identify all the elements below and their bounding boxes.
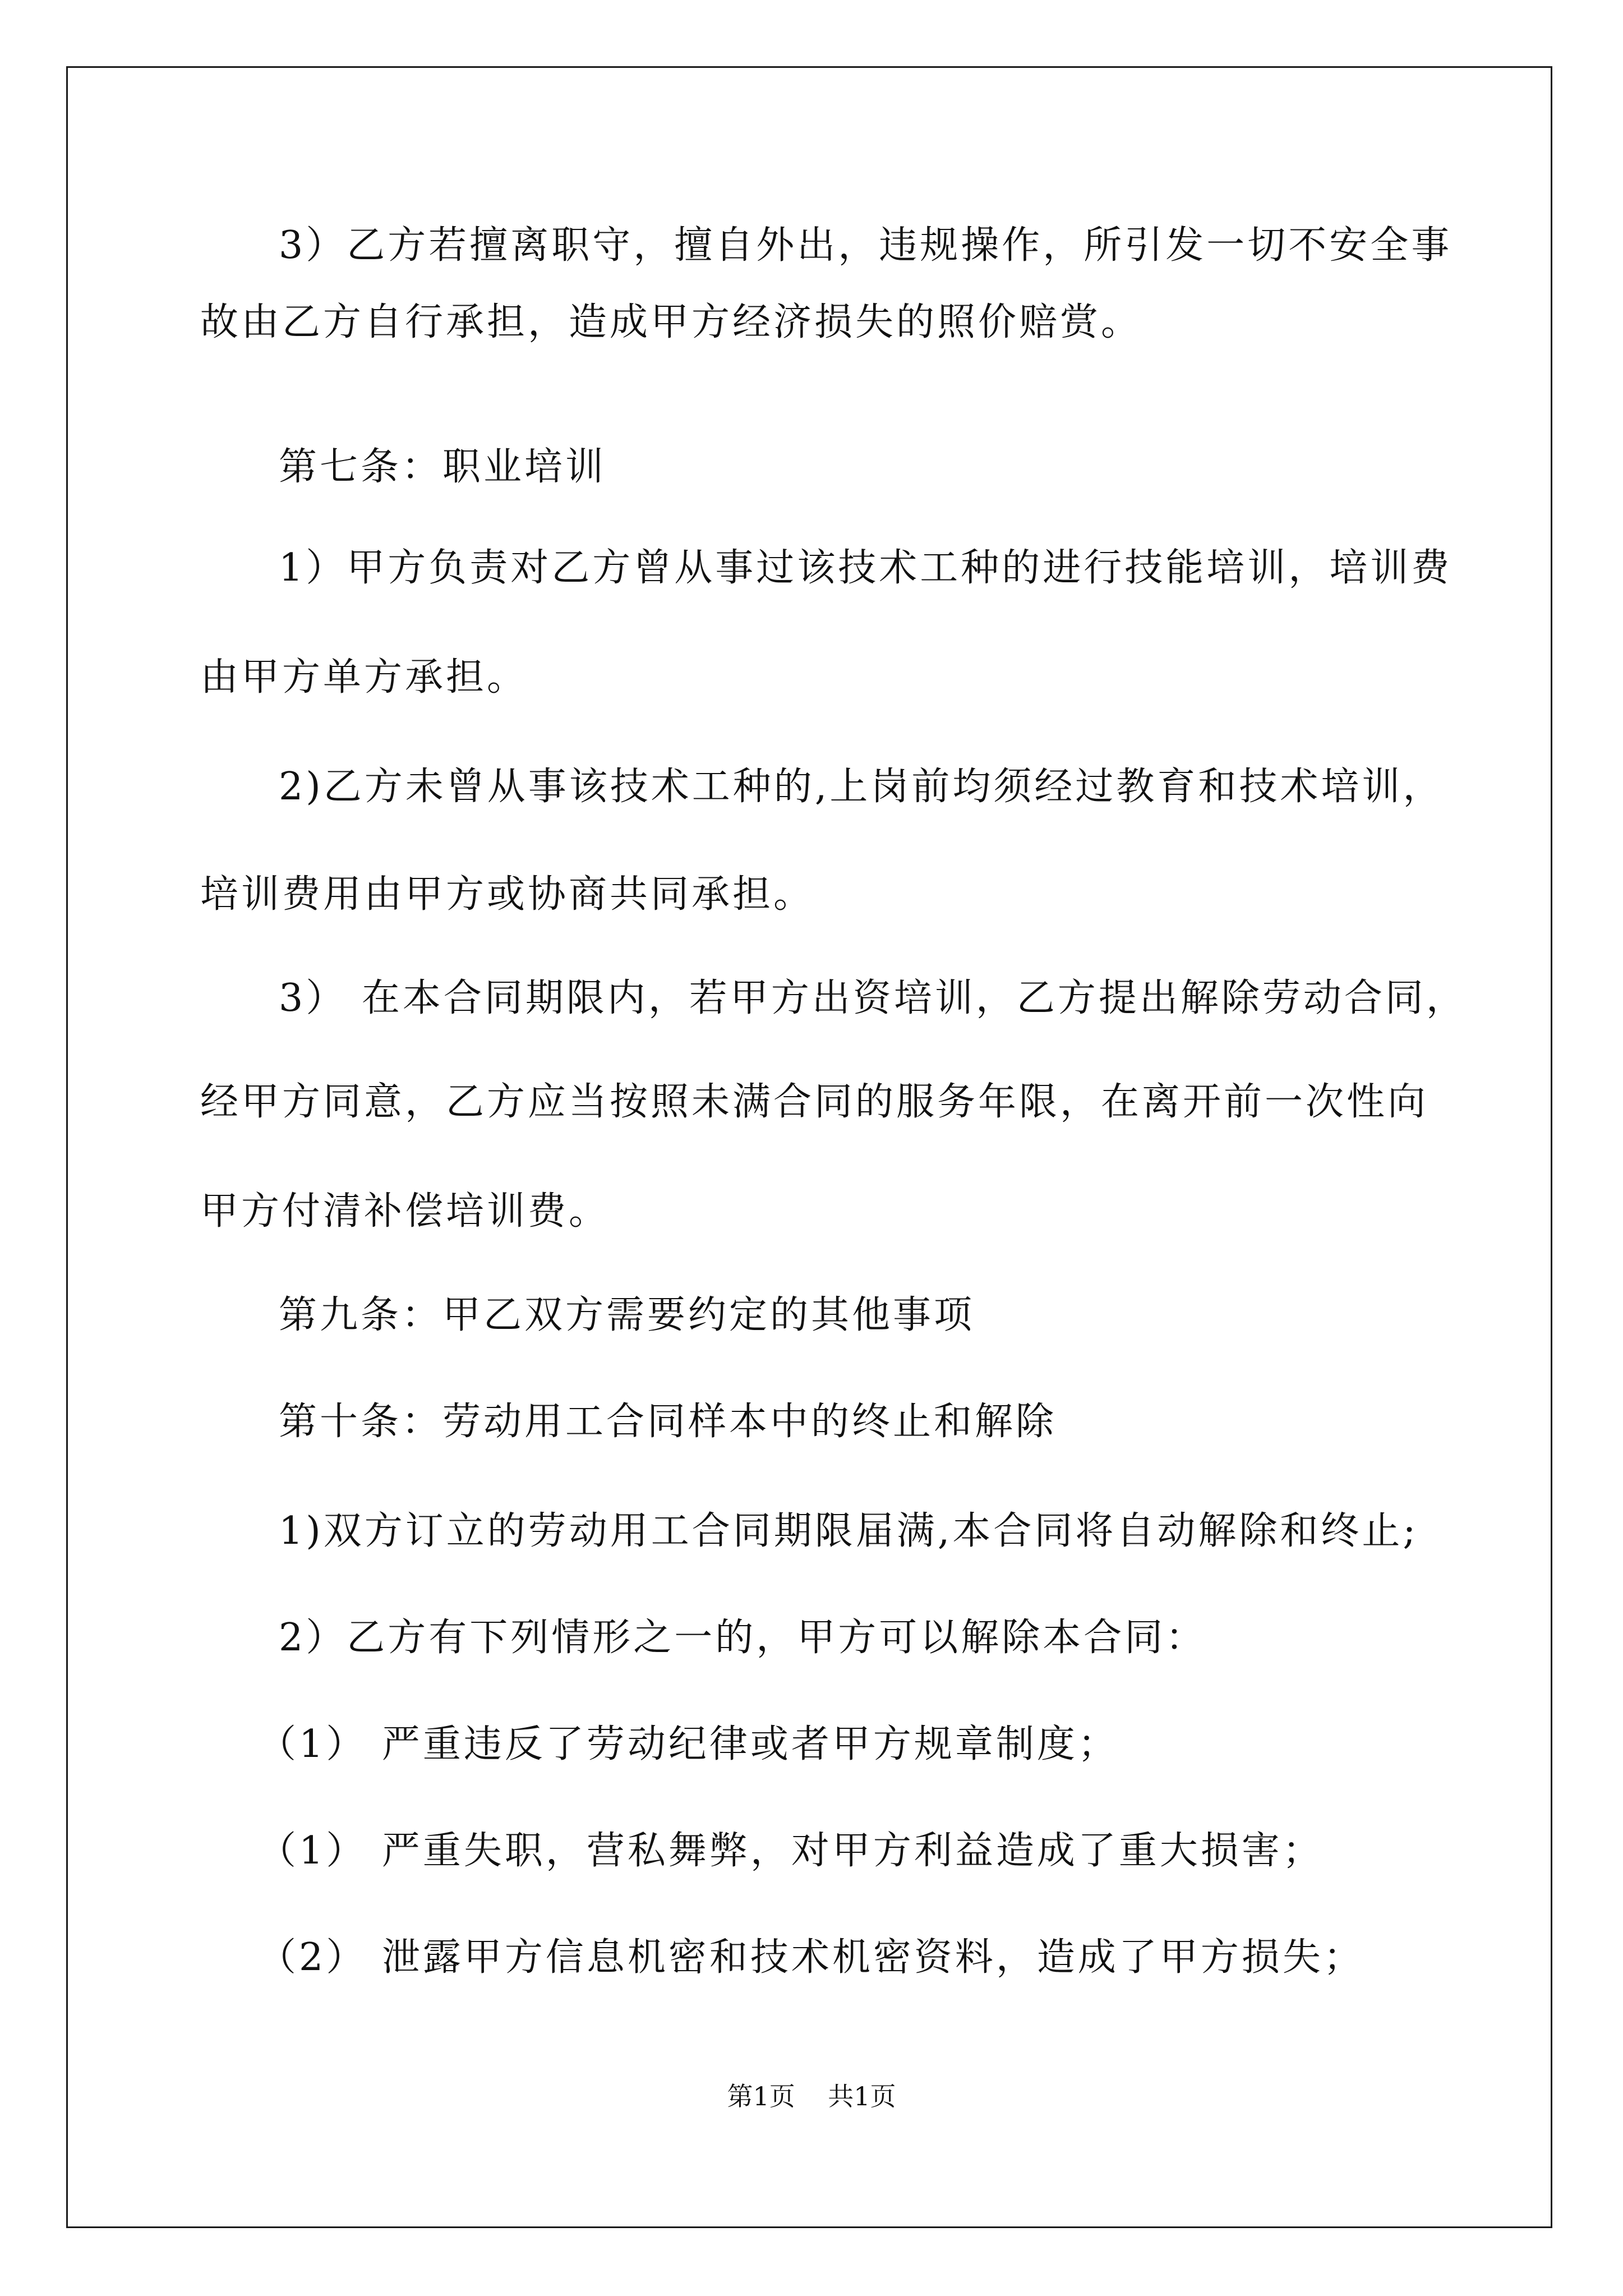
paragraph-line: 故由乙方自行承担，造成甲方经济损失的照价赔赏。 [200, 300, 1142, 344]
paragraph-line: 2)乙方未曾从事该技术工种的,上岗前均须经过教育和技术培训， [279, 765, 1444, 809]
paragraph-line: 3）乙方若擅离职守，擅自外出，违规操作，所引发一切不安全事 [279, 223, 1453, 268]
paragraph-line: 经甲方同意，乙方应当按照未满合同的服务年限，在离开前一次性向 [200, 1080, 1429, 1124]
section-heading: 第十条：劳动用工合同样本中的终止和解除 [279, 1400, 1057, 1444]
paragraph-line: 1）甲方负责对乙方曾从事过该技术工种的进行技能培训，培训费 [279, 546, 1453, 590]
paragraph-line: 1)双方订立的劳动用工合同期限届满,本合同将自动解除和终止; [279, 1509, 1419, 1553]
paragraph-line: 培训费用由甲方或协商共同承担。 [200, 872, 815, 917]
list-item: （1） 严重失职，营私舞弊，对甲方利益造成了重大损害； [258, 1829, 1324, 1873]
paragraph-line: 3） 在本合同期限内，若甲方出资培训，乙方提出解除劳动合同， [279, 976, 1467, 1020]
paragraph-line: 由甲方单方承担。 [200, 655, 528, 700]
page-footer: 第1页 共1页 [727, 2081, 896, 2111]
paragraph-line: 2）乙方有下列情形之一的，甲方可以解除本合同： [279, 1616, 1207, 1660]
page-border [66, 66, 1552, 2228]
list-item: （1） 严重违反了劳动纪律或者甲方规章制度； [258, 1722, 1119, 1766]
paragraph-line: 甲方付清补偿培训费。 [200, 1189, 610, 1234]
section-heading: 第九条：甲乙双方需要约定的其他事项 [279, 1293, 975, 1337]
section-heading: 第七条：职业培训 [279, 445, 607, 489]
list-item: （2） 泄露甲方信息机密和技术机密资料，造成了甲方损失； [258, 1935, 1364, 1980]
